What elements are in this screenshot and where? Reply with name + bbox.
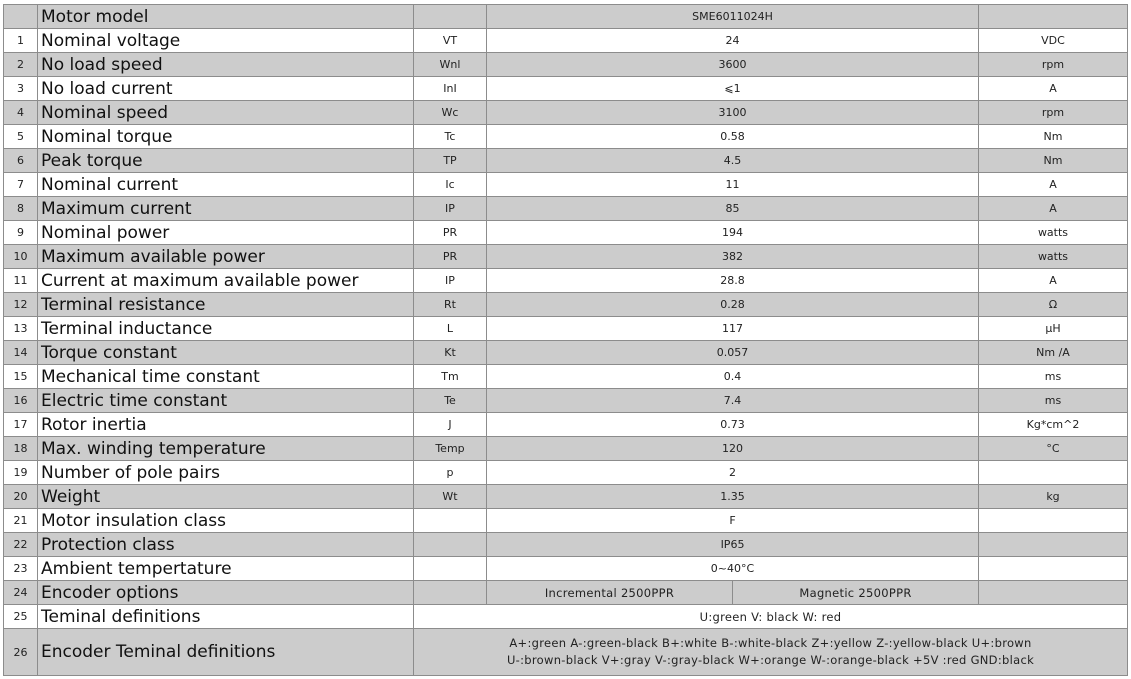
param-name: Nominal voltage — [38, 29, 414, 53]
encoder-incremental-option: Incremental 2500PPR — [487, 581, 733, 605]
table-row — [4, 125, 1128, 149]
row-number: 24 — [4, 581, 38, 605]
param-name: Nominal current — [38, 173, 414, 197]
table-row — [4, 461, 1128, 485]
param-name: No load current — [38, 77, 414, 101]
param-value: 28.8 — [487, 269, 979, 293]
row-number: 12 — [4, 293, 38, 317]
table-row — [4, 221, 1128, 245]
table-row — [4, 557, 1128, 581]
param-symbol: Rt — [414, 293, 487, 317]
param-value: 0.4 — [487, 365, 979, 389]
table-row — [4, 293, 1128, 317]
param-value: 85 — [487, 197, 979, 221]
param-unit — [979, 461, 1128, 485]
param-symbol: Tc — [414, 125, 487, 149]
param-unit — [979, 509, 1128, 533]
param-name: Ambient tempertature — [38, 557, 414, 581]
param-unit: rpm — [979, 101, 1128, 125]
param-name: Weight — [38, 485, 414, 509]
param-name: Maximum current — [38, 197, 414, 221]
table-row — [4, 197, 1128, 221]
param-symbol: Te — [414, 389, 487, 413]
table-row — [4, 365, 1128, 389]
param-value: IP65 — [487, 533, 979, 557]
param-symbol — [414, 533, 487, 557]
param-value: 117 — [487, 317, 979, 341]
param-name: Electric time constant — [38, 389, 414, 413]
param-value: 3100 — [487, 101, 979, 125]
row-number: 15 — [4, 365, 38, 389]
param-symbol: Temp — [414, 437, 487, 461]
param-value: 194 — [487, 221, 979, 245]
param-symbol — [414, 5, 487, 29]
param-name: Encoder Teminal definitions — [38, 629, 414, 676]
param-unit: kg — [979, 485, 1128, 509]
param-unit — [979, 5, 1128, 29]
param-name: Terminal inductance — [38, 317, 414, 341]
table-row — [4, 101, 1128, 125]
table-row — [4, 77, 1128, 101]
param-unit: Nm /A — [979, 341, 1128, 365]
row-number: 18 — [4, 437, 38, 461]
table-row — [4, 53, 1128, 77]
param-name: Torque constant — [38, 341, 414, 365]
param-name: Terminal resistance — [38, 293, 414, 317]
encoder-terminal-definitions-value — [414, 629, 1128, 676]
row-number — [4, 5, 38, 29]
row-number: 5 — [4, 125, 38, 149]
param-value: 1.35 — [487, 485, 979, 509]
row-number: 23 — [4, 557, 38, 581]
param-value: 11 — [487, 173, 979, 197]
param-value: 0.057 — [487, 341, 979, 365]
param-unit: ms — [979, 365, 1128, 389]
param-symbol: IP — [414, 269, 487, 293]
param-symbol: Wt — [414, 485, 487, 509]
row-number: 13 — [4, 317, 38, 341]
param-symbol — [414, 509, 487, 533]
param-name: Peak torque — [38, 149, 414, 173]
param-unit: ms — [979, 389, 1128, 413]
row-number: 2 — [4, 53, 38, 77]
param-symbol: L — [414, 317, 487, 341]
row-number: 25 — [4, 605, 38, 629]
table-row — [4, 149, 1128, 173]
row-number: 1 — [4, 29, 38, 53]
row-number: 20 — [4, 485, 38, 509]
row-number: 22 — [4, 533, 38, 557]
param-symbol: Tm — [414, 365, 487, 389]
param-unit: watts — [979, 245, 1128, 269]
param-unit: VDC — [979, 29, 1128, 53]
table-row — [4, 485, 1128, 509]
table-row — [4, 341, 1128, 365]
param-name: Nominal power — [38, 221, 414, 245]
param-name: No load speed — [38, 53, 414, 77]
param-name: Mechanical time constant — [38, 365, 414, 389]
param-value: 0.28 — [487, 293, 979, 317]
param-unit: rpm — [979, 53, 1128, 77]
encoder-terminal-definitions-row — [4, 629, 1128, 676]
row-number: 16 — [4, 389, 38, 413]
row-number: 4 — [4, 101, 38, 125]
table-row — [4, 29, 1128, 53]
param-name: Nominal torque — [38, 125, 414, 149]
param-symbol — [414, 581, 487, 605]
param-value: 4.5 — [487, 149, 979, 173]
param-value: 24 — [487, 29, 979, 53]
param-unit: A — [979, 173, 1128, 197]
terminal-definitions-value: U:green V: black W: red — [414, 605, 1128, 629]
param-symbol: IP — [414, 197, 487, 221]
param-value: 120 — [487, 437, 979, 461]
motor-spec-table — [3, 4, 1128, 676]
table-row — [4, 509, 1128, 533]
param-symbol: p — [414, 461, 487, 485]
encoder-options-row — [4, 581, 1128, 605]
row-number: 7 — [4, 173, 38, 197]
table-row — [4, 413, 1128, 437]
row-number: 11 — [4, 269, 38, 293]
param-name: Current at maximum available power — [38, 269, 414, 293]
param-name: Max. winding temperature — [38, 437, 414, 461]
encoder-terminal-line-2: U-:brown-black V+:gray V-:gray-black W+:orange W-:orange-black +5V :red GND:black — [506, 653, 1035, 667]
param-symbol: PR — [414, 221, 487, 245]
param-name: Motor insulation class — [38, 509, 414, 533]
param-symbol: Wnl — [414, 53, 487, 77]
param-unit — [979, 557, 1128, 581]
param-unit: A — [979, 269, 1128, 293]
param-unit: Kg*cm^2 — [979, 413, 1128, 437]
param-symbol: Kt — [414, 341, 487, 365]
param-name: Maximum available power — [38, 245, 414, 269]
param-name: Teminal definitions — [38, 605, 414, 629]
terminal-definitions-row — [4, 605, 1128, 629]
param-symbol: Ic — [414, 173, 487, 197]
param-symbol: VT — [414, 29, 487, 53]
param-unit: A — [979, 77, 1128, 101]
encoder-magnetic-option: Magnetic 2500PPR — [733, 581, 979, 605]
table-row — [4, 173, 1128, 197]
param-symbol — [414, 557, 487, 581]
param-value: 7.4 — [487, 389, 979, 413]
param-value: 3600 — [487, 53, 979, 77]
param-value: 0~40°C — [487, 557, 979, 581]
header-row — [4, 5, 1128, 29]
row-number: 26 — [4, 629, 38, 676]
param-symbol: TP — [414, 149, 487, 173]
table-row — [4, 245, 1128, 269]
param-unit: Nm — [979, 125, 1128, 149]
table-row — [4, 437, 1128, 461]
param-value: 0.73 — [487, 413, 979, 437]
param-symbol: Wc — [414, 101, 487, 125]
row-number: 21 — [4, 509, 38, 533]
param-unit: °C — [979, 437, 1128, 461]
param-unit: Ω — [979, 293, 1128, 317]
param-value: 382 — [487, 245, 979, 269]
param-symbol: InI — [414, 77, 487, 101]
param-value: F — [487, 509, 979, 533]
encoder-terminal-line-1: A+:green A-:green-black B+:white B-:white-black Z+:yellow Z-:yellow-black U+:brown — [509, 636, 1032, 650]
spec-table-body — [4, 5, 1128, 676]
row-number: 3 — [4, 77, 38, 101]
table-row — [4, 269, 1128, 293]
row-number: 9 — [4, 221, 38, 245]
param-unit — [979, 581, 1128, 605]
param-name: Encoder options — [38, 581, 414, 605]
param-name: Nominal speed — [38, 101, 414, 125]
table-row — [4, 317, 1128, 341]
table-row — [4, 533, 1128, 557]
param-name: Motor model — [38, 5, 414, 29]
param-value: 0.58 — [487, 125, 979, 149]
param-unit: μH — [979, 317, 1128, 341]
param-unit: Nm — [979, 149, 1128, 173]
row-number: 14 — [4, 341, 38, 365]
param-name: Protection class — [38, 533, 414, 557]
row-number: 17 — [4, 413, 38, 437]
param-unit: watts — [979, 221, 1128, 245]
param-value: 2 — [487, 461, 979, 485]
row-number: 19 — [4, 461, 38, 485]
param-value: ⩽1 — [487, 77, 979, 101]
motor-model-value: SME6011024H — [487, 5, 979, 29]
param-symbol: J — [414, 413, 487, 437]
param-unit — [979, 533, 1128, 557]
param-unit: A — [979, 197, 1128, 221]
row-number: 6 — [4, 149, 38, 173]
param-name: Rotor inertia — [38, 413, 414, 437]
param-symbol: PR — [414, 245, 487, 269]
table-row — [4, 389, 1128, 413]
param-name: Number of pole pairs — [38, 461, 414, 485]
row-number: 10 — [4, 245, 38, 269]
row-number: 8 — [4, 197, 38, 221]
